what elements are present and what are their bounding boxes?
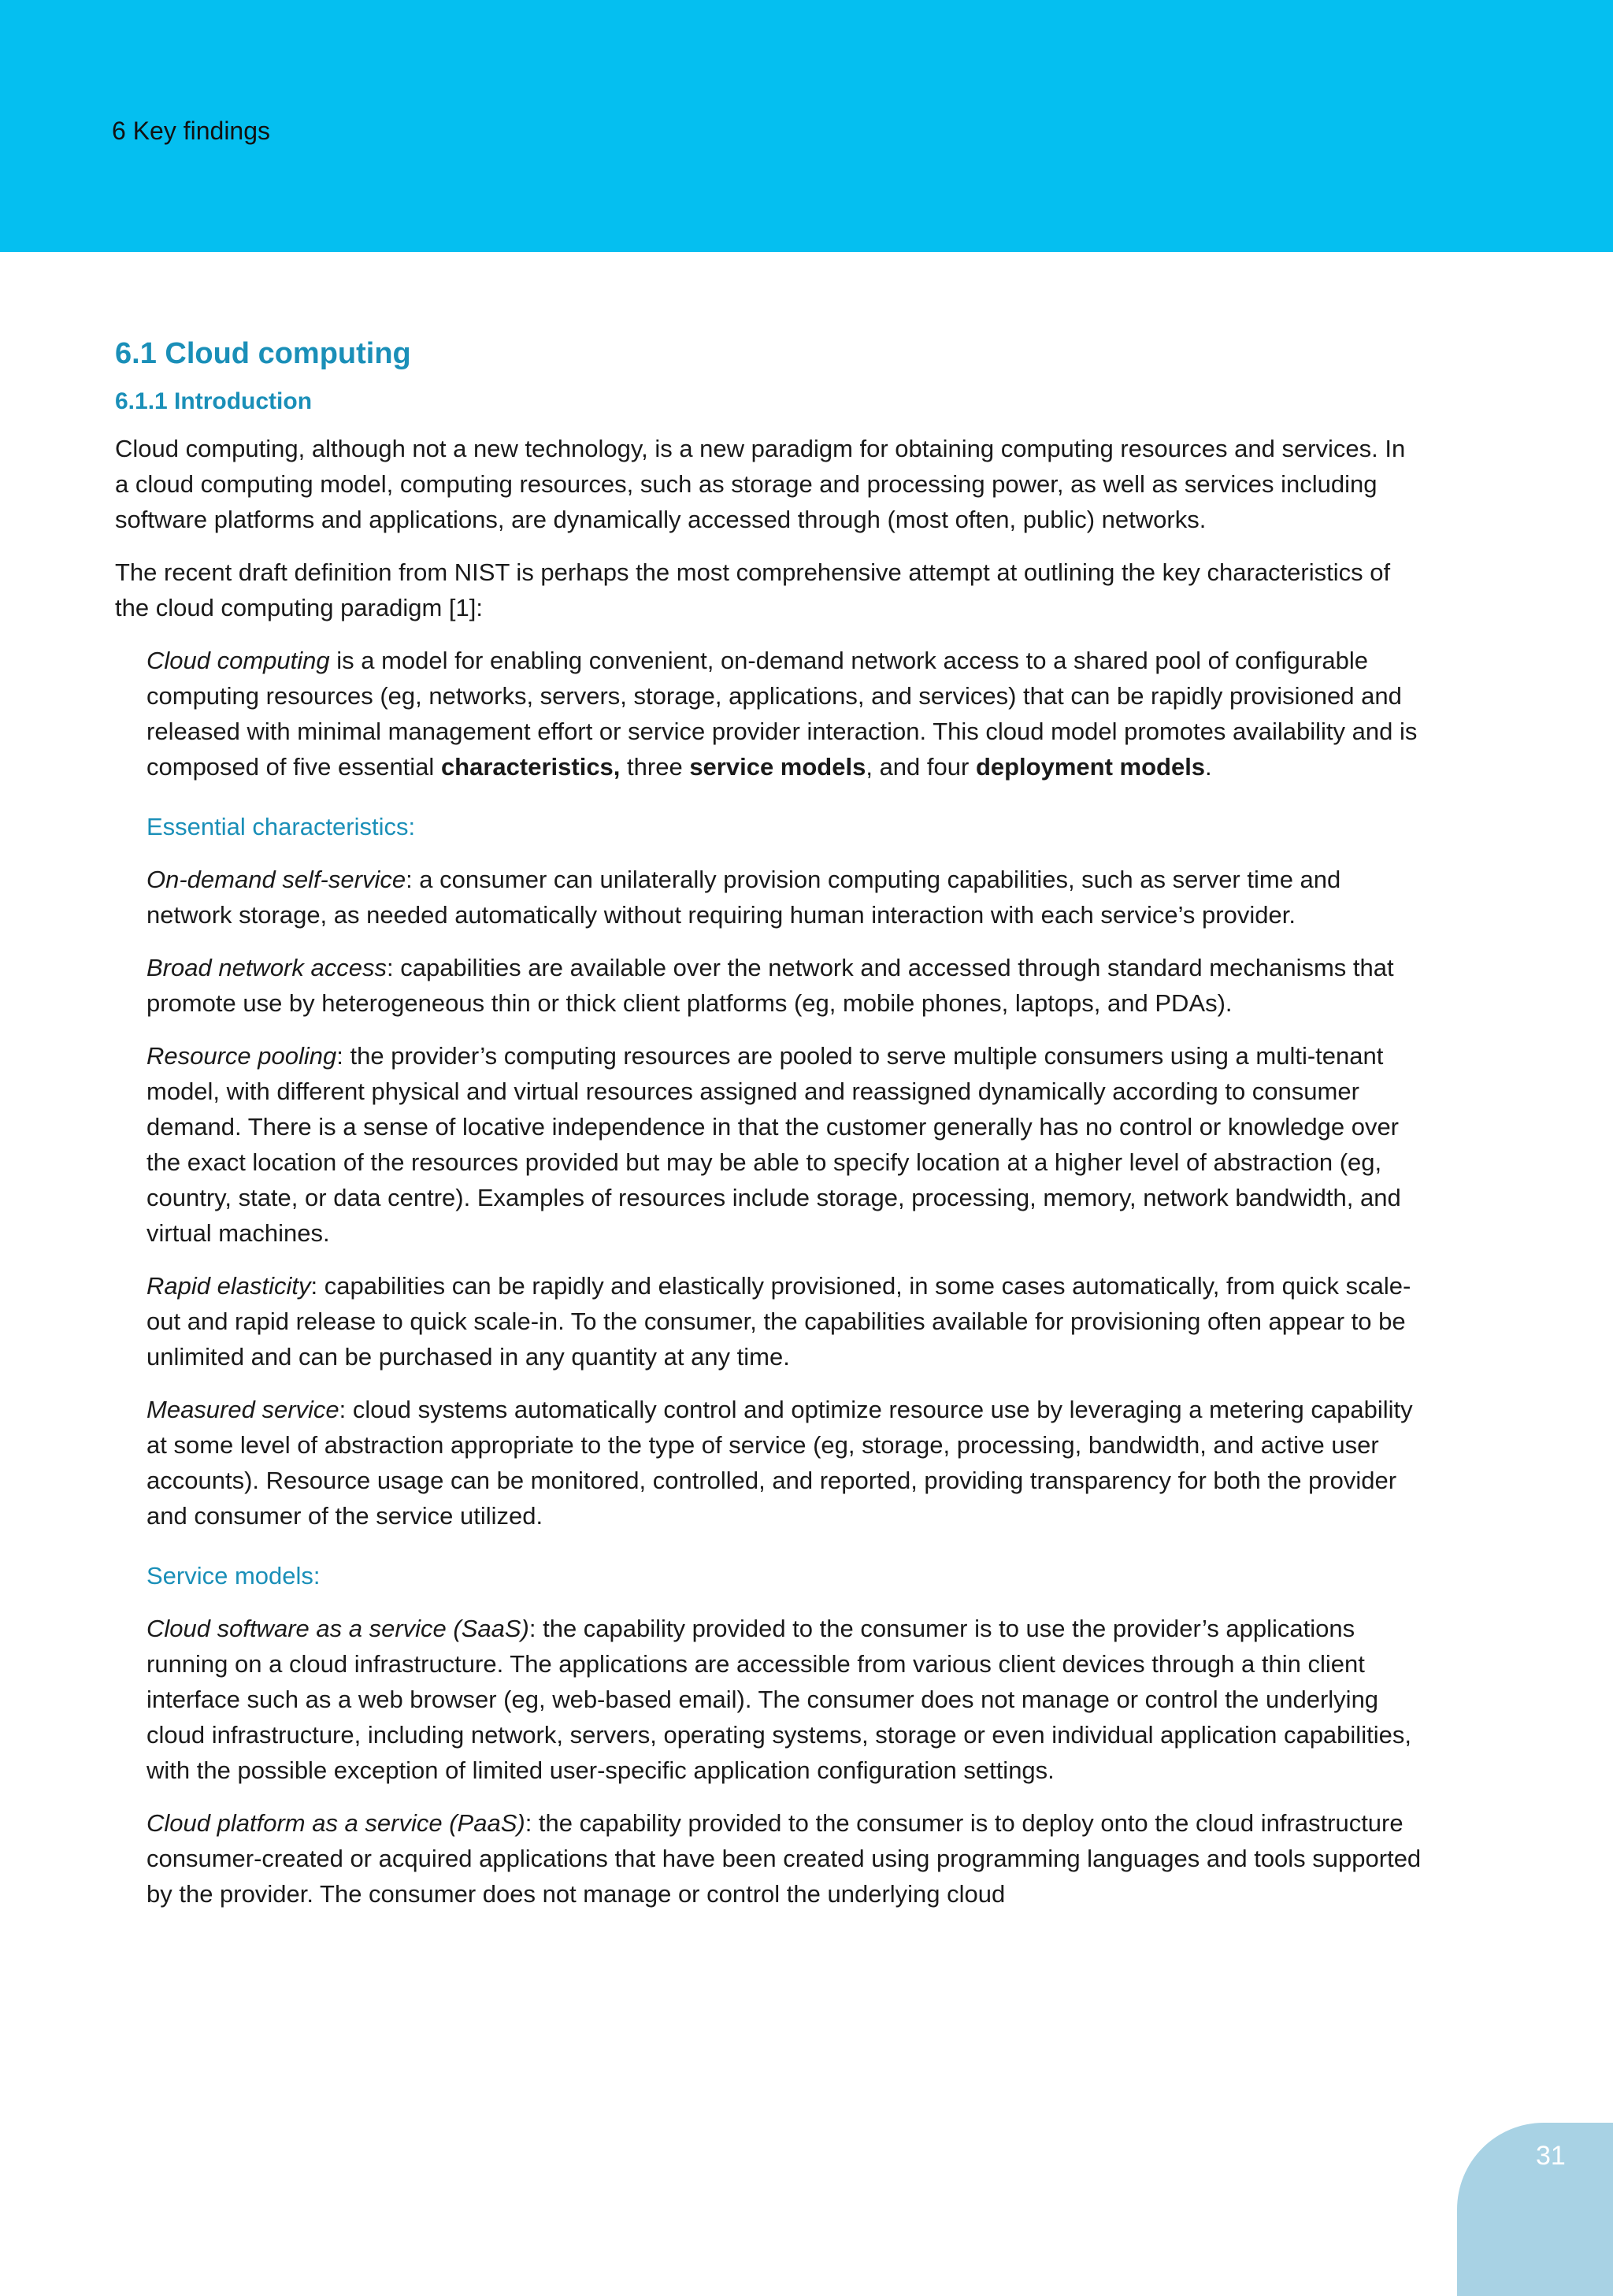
service-model-item: [146, 1611, 1422, 1788]
definition-text-d: .: [1205, 753, 1212, 781]
definition-text-a: is a model for enabling convenient, on-demand network access to a shared pool of configurable computing resources (eg, networks, servers, storage, applications, and services) that can be rapidly provisioned and released with minimal management effort or service provider interaction. This cloud model promotes availability and is composed of five essential: [146, 647, 1418, 781]
definition-bold-deployment-models: deployment models: [975, 753, 1206, 781]
service-models-heading: Service models:: [146, 1562, 321, 1589]
definition-text-b: three: [620, 753, 690, 781]
definition-term: Cloud computing: [146, 647, 330, 674]
main-content: [115, 337, 1422, 1929]
characteristic-text: : capabilities can be rapidly and elastically provisioned, in some cases automatically, from quick scale-out and rapid release to quick scale-in. To the consumer, the capabilities available for provisioning often appear to be unlimited and can be purchased in any quantity at any time.: [146, 1272, 1411, 1371]
characteristic-text: : the provider’s computing resources are pooled to serve multiple consumers using a multi-tenant model, with different physical and virtual resources assigned and reassigned dynamically according to consumer demand. There is a sense of locative independence in that the customer generally has no control or knowledge over the exact location of the resources provided but may be able to specify location at a higher level of abstraction (eg, country, state, or data centre). Examples of resources include storage, processing, memory, network bandwidth, and virtual machines.: [146, 1042, 1401, 1247]
characteristic-item: [146, 1268, 1422, 1374]
intro-paragraph-2: The recent draft definition from NIST is perhaps the most comprehensive attempt at outlining the key characteristics of the cloud computing paradigm [1]:: [115, 558, 1391, 621]
service-model-term: Cloud platform as a service (PaaS): [146, 1809, 525, 1837]
characteristic-item: [146, 862, 1422, 933]
definition-bold-characteristics: characteristics,: [440, 753, 621, 781]
subsection-title: 6.1.1 Introduction: [115, 388, 313, 414]
service-model-term: Cloud software as a service (SaaS): [146, 1615, 529, 1642]
page-number: 31: [1536, 2141, 1566, 2171]
characteristic-item: [146, 950, 1422, 1021]
chapter-label: 6 Key findings: [112, 117, 271, 145]
definition-paragraph: [146, 643, 1422, 784]
essential-characteristics-heading: Essential characteristics:: [146, 813, 416, 840]
characteristic-text: : cloud systems automatically control and optimize resource use by leveraging a metering capability at some level of abstraction appropriate to the type of service (eg, storage, processing, bandwidth, and active user accounts). Resource usage can be monitored, controlled, and reported, providing transparency for both the provider and consumer of the service utilized.: [146, 1396, 1413, 1530]
intro-paragraph-1: Cloud computing, although not a new technology, is a new paradigm for obtaining computing resources and services. In a cloud computing model, computing resources, such as storage and processing power, as well as services including software platforms and applications, are dynamically accessed through (most often, public) networks.: [115, 435, 1406, 533]
characteristic-item: [146, 1038, 1422, 1251]
service-model-item: [146, 1805, 1422, 1912]
definition-text-c: , and four: [866, 753, 976, 781]
characteristic-item: [146, 1392, 1422, 1534]
characteristic-term: Rapid elasticity: [146, 1272, 311, 1300]
section-title: 6.1 Cloud computing: [115, 337, 411, 370]
characteristic-term: On-demand self-service: [146, 866, 406, 893]
page-number-tab: [1457, 2123, 1613, 2296]
characteristic-term: Broad network access: [146, 954, 387, 981]
characteristic-term: Resource pooling: [146, 1042, 337, 1070]
characteristic-text: : a consumer can unilaterally provision computing capabilities, such as server time and network storage, as needed automatically without requiring human interaction with each service’s provider.: [146, 866, 1341, 929]
definition-bold-service-models: service models: [689, 753, 866, 781]
service-model-text: : the capability provided to the consumer is to deploy onto the cloud infrastructure consumer-created or acquired applications that have been created using programming languages and tools supported by the provider. The consumer does not manage or control the underlying cloud: [146, 1809, 1422, 1908]
service-model-text: : the capability provided to the consumer is to use the provider’s applications running on a cloud infrastructure. The applications are accessible from various client devices through a thin client interface such as a web browser (eg, web-based email). The consumer does not manage or control the underlying cloud infrastructure, including network, servers, operating systems, storage or even individual application capabilities, with the possible exception of limited user-specific application configuration settings.: [146, 1615, 1411, 1784]
characteristic-text: : capabilities are available over the network and accessed through standard mechanisms that promote use by heterogeneous thin or thick client platforms (eg, mobile phones, laptops, and PDAs).: [146, 954, 1394, 1017]
characteristic-term: Measured service: [146, 1396, 339, 1423]
